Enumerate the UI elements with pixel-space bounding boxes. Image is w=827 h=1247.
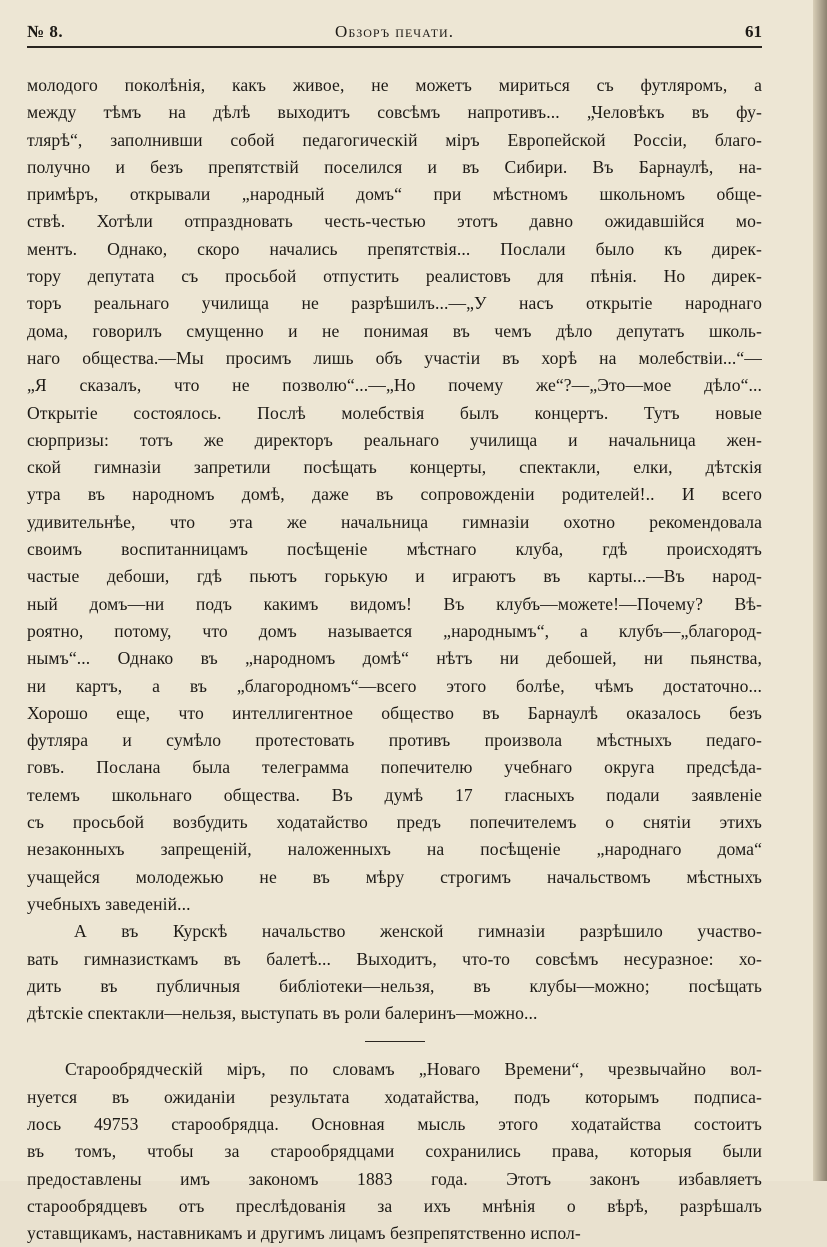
text-line: ской гимназіи запретили посѣщать концерты, спектакли, елки, дѣтскія <box>27 457 762 478</box>
section-separator <box>365 1041 425 1042</box>
text-line: молодого поколѣнія, какъ живое, не можетъ мириться съ футляромъ, а <box>27 75 762 95</box>
text-line: между тѣмъ на дѣлѣ выходитъ совсѣмъ напротивъ... „Человѣкъ въ фу- <box>27 102 762 123</box>
text-line: вать гимназисткамъ въ балетѣ... Выходитъ, что-то совсѣмъ несуразное: хо- <box>27 948 762 969</box>
text-line: удивительнѣе, что эта же начальница гимназіи охотно рекомендовала <box>27 511 762 532</box>
paragraph-1 <box>27 72 762 918</box>
page-spine-shadow <box>813 0 827 1181</box>
text-line: ни картъ, а въ „благородномъ“—всего этого болѣе, чѣмъ достаточно... <box>27 675 762 696</box>
running-header <box>27 18 762 46</box>
text-line: дѣтскіе спектакли—нельзя, выступать въ роли балеринъ—можно... <box>27 1003 538 1024</box>
text-line: торъ реальнаго училища не разрѣшилъ...—„У насъ открытіе народнаго <box>27 293 762 314</box>
text-line: учебныхъ заведеній... <box>27 893 191 914</box>
text-line: нымъ“... Однако въ „народномъ домѣ“ нѣтъ ни дебошей, ни пьянства, <box>27 648 762 669</box>
article-body <box>27 72 762 1247</box>
text-line: роятно, потому, что домъ называется „народнымъ“, а клубъ—„благород- <box>27 620 762 641</box>
issue-number: № 8. <box>27 22 64 41</box>
paragraph-3 <box>27 1056 762 1247</box>
text-line: предоставлены имъ закономъ 1883 года. Этотъ законъ избавляетъ <box>27 1168 762 1189</box>
text-line: незаконныхъ запрещеній, наложенныхъ на посѣщеніе „народнаго дома“ <box>27 839 762 860</box>
text-line: Старообрядческій міръ, по словамъ „Новаго Времени“, чрезвычайно вол- <box>65 1059 762 1080</box>
text-line: учащейся молодежью не въ мѣру строгимъ начальствомъ мѣстныхъ <box>27 866 762 887</box>
text-line: дить въ публичныя библіотеки—нельзя, въ клубы—можно; посѣщать <box>27 975 762 996</box>
text-line: ствѣ. Хотѣли отпраздновать честь-честью этотъ давно ожидавшійся мо- <box>27 211 762 232</box>
text-line: примѣръ, открывали „народный домъ“ при мѣстномъ школьномъ обще- <box>27 184 762 205</box>
text-line: получно и безъ препятствій поселился и въ Сибири. Въ Барнаулѣ, на- <box>27 156 762 177</box>
text-line: съ просьбой возбудить ходатайство предъ попечителемъ о снятіи этихъ <box>27 812 762 833</box>
text-line: тлярѣ“, заполнивши собой педагогическій міръ Европейской Россіи, благо- <box>27 129 762 150</box>
text-line: ментъ. Однако, скоро начались препятствія... Послали было къ дирек- <box>27 238 762 259</box>
text-line: лось 49753 старообрядца. Основная мысль этого ходатайства состоитъ <box>27 1113 762 1134</box>
text-line: Открытіе состоялось. Послѣ молебствія былъ концертъ. Тутъ новые <box>27 402 762 423</box>
text-line: старообрядцевъ отъ преслѣдованія за ихъ мнѣнія о вѣрѣ, разрѣшалъ <box>27 1195 762 1216</box>
paragraph-2 <box>27 918 762 1027</box>
text-line: дома, говорилъ смущенно и не понимая въ чемъ дѣло депутатъ школь- <box>27 320 762 341</box>
text-line: нуется въ ожиданіи результата ходатайства, подъ которымъ подписа- <box>27 1086 762 1107</box>
text-line: частые дебоши, гдѣ пьютъ горькую и играютъ въ карты...—Въ народ- <box>27 566 762 587</box>
page-number: 61 <box>745 22 762 41</box>
text-line: своимъ воспитанницамъ посѣщеніе мѣстнаго клуба, гдѣ происходятъ <box>27 539 762 560</box>
text-line: ный домъ—ни подъ какимъ видомъ! Въ клубъ—можете!—Почему? Вѣ- <box>27 593 762 614</box>
text-line: утра въ народномъ домѣ, даже въ сопровожденіи родителей!.. И всего <box>27 484 762 505</box>
text-line: Хорошо еще, что интеллигентное общество въ Барнаулѣ оказалось безъ <box>27 702 762 723</box>
text-line: „Я сказалъ, что не позволю“...—„Но почему же“?—„Это—мое дѣло“... <box>27 375 762 396</box>
text-line: говъ. Послана была телеграмма попечителю учебнаго округа предсѣда- <box>27 757 762 778</box>
text-line: сюрпризы: тотъ же директоръ реальнаго училища и начальница жен- <box>27 429 762 450</box>
text-line: уставщикамъ, наставникамъ и другимъ лицамъ безпрепятственно испол- <box>27 1223 581 1244</box>
section-title: Обзоръ печати. <box>335 22 454 41</box>
text-line: въ томъ, чтобы за старообрядцами сохранились права, которыя были <box>27 1141 762 1162</box>
text-line: футляра и сумѣло протестовать противъ произвола мѣстныхъ педаго- <box>27 730 762 751</box>
header-rule <box>27 46 762 48</box>
text-line: телемъ школьнаго общества. Въ думѣ 17 гласныхъ подали заявленіе <box>27 784 762 805</box>
text-line: тору депутата съ просьбой отпустить реалистовъ для пѣнія. Но дирек- <box>27 266 762 287</box>
text-line: наго общества.—Мы просимъ лишь объ участіи въ хорѣ на молебствіи...“— <box>27 347 762 368</box>
text-line: А въ Курскѣ начальство женской гимназіи разрѣшило участво- <box>74 921 762 942</box>
